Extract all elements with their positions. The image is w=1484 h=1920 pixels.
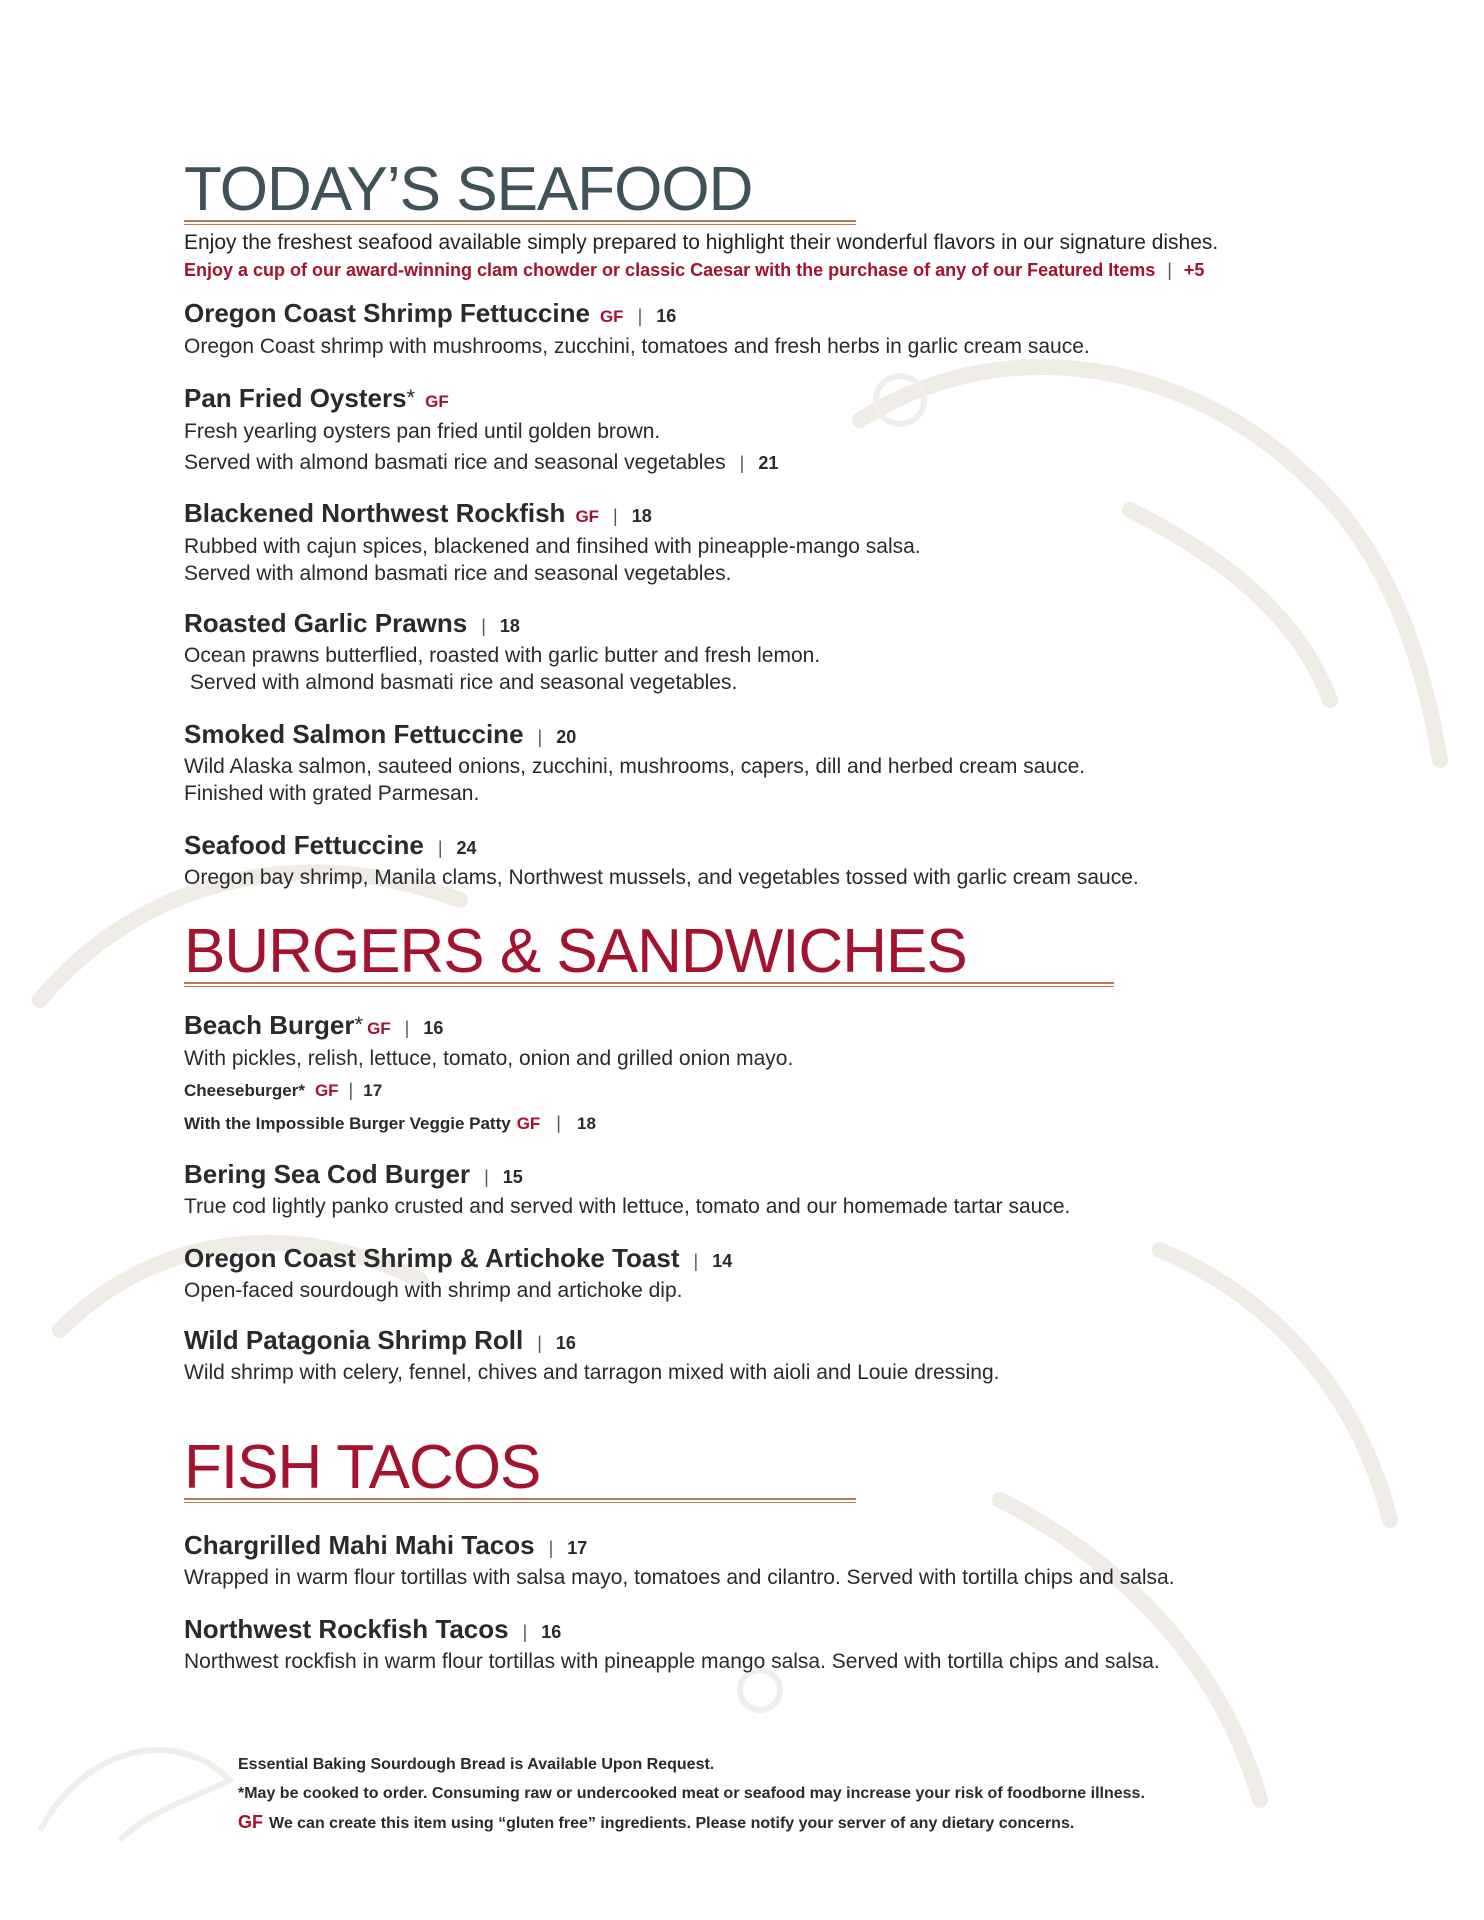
burgers-heading xyxy=(184,917,1114,987)
divider: | xyxy=(548,1538,554,1558)
menu-item xyxy=(184,718,1218,807)
item-description-line2: Finished with grated Parmesan. xyxy=(184,782,480,805)
item-name: Chargrilled Mahi Mahi Tacos xyxy=(184,1530,535,1560)
item-description-line2: Served with almond basmati rice and seasonal vegetables. xyxy=(184,562,732,585)
item-description: Rubbed with cajun spices, blackened and finsihed with pineapple-mango salsa. xyxy=(184,535,921,558)
divider: | xyxy=(613,506,618,526)
gf-badge: GF xyxy=(575,507,600,526)
divider: | xyxy=(437,838,443,858)
menu-item xyxy=(184,382,1218,477)
menu-footnotes xyxy=(238,1750,1145,1838)
menu-item xyxy=(184,297,1218,360)
item-name: Oregon Coast Shrimp Fettuccine xyxy=(184,298,590,328)
item-description: True cod lightly panko crusted and served with lettuce, tomato and our homemade tartar sauce. xyxy=(184,1195,1071,1218)
variant-name: With the Impossible Burger Veggie Patty xyxy=(184,1114,511,1133)
item-price: 16 xyxy=(656,306,677,326)
item-name: Northwest Rockfish Tacos xyxy=(184,1614,509,1644)
item-serving: Served with almond basmati rice and seasonal vegetables xyxy=(184,451,726,474)
item-name: Beach Burger xyxy=(184,1010,355,1040)
item-description: Wild shrimp with celery, fennel, chives and tarragon mixed with aioli and Louie dressing. xyxy=(184,1361,1000,1384)
item-name: Blackened Northwest Rockfish xyxy=(184,498,566,528)
divider: | xyxy=(481,616,486,636)
item-description: Oregon bay shrimp, Manila clams, Northwest mussels, and vegetables tossed with garlic cream sauce. xyxy=(184,866,1139,889)
item-price: 20 xyxy=(556,727,577,747)
divider: | xyxy=(1167,260,1172,280)
variant-name: Cheeseburger* xyxy=(184,1081,305,1100)
item-name: Roasted Garlic Prawns xyxy=(184,608,468,638)
cooked-to-order-star: * xyxy=(354,1012,364,1037)
menu-item xyxy=(184,1613,1175,1675)
foodborne-warning: *May be cooked to order. Consuming raw or undercooked meat or seafood may increase your risk of foodborne illness. xyxy=(238,1785,1145,1802)
menu-item xyxy=(184,1009,1114,1140)
menu-item xyxy=(184,1242,1114,1304)
divider: | xyxy=(739,453,745,473)
taco-items xyxy=(184,1529,1175,1675)
item-name: Oregon Coast Shrimp & Artichoke Toast xyxy=(184,1243,680,1273)
menu-item xyxy=(184,607,1218,696)
item-description: Fresh yearling oysters pan fried until golden brown. xyxy=(184,420,661,443)
item-price: 24 xyxy=(456,838,477,858)
item-price: 18 xyxy=(631,506,652,526)
tacos-title: FISH TACOS xyxy=(184,1433,541,1502)
variant-price: 18 xyxy=(576,1114,596,1133)
divider: | xyxy=(537,1333,542,1353)
item-description: Oregon Coast shrimp with mushrooms, zucchini, tomatoes and fresh herbs in garlic cream sauce. xyxy=(184,335,1090,358)
burgers-section xyxy=(184,917,1114,1386)
item-price: 15 xyxy=(502,1167,523,1187)
gf-badge: GF xyxy=(367,1019,391,1038)
seafood-heading xyxy=(184,155,856,225)
item-description: Ocean prawns butterflied, roasted with garlic butter and fresh lemon. xyxy=(184,644,821,667)
variant-price: 17 xyxy=(363,1081,383,1100)
promo-price: +5 xyxy=(1183,260,1205,280)
item-variant xyxy=(184,1107,1114,1140)
item-name: Pan Fried Oysters xyxy=(184,383,407,413)
gf-note xyxy=(238,1808,1145,1838)
item-name: Bering Sea Cod Burger xyxy=(184,1159,471,1189)
menu-item xyxy=(184,1529,1175,1591)
menu-item xyxy=(184,497,1218,587)
divider: | xyxy=(484,1167,489,1187)
menu-item xyxy=(184,1158,1114,1220)
tacos-section xyxy=(184,1433,1175,1675)
divider: | xyxy=(637,306,643,326)
item-name: Wild Patagonia Shrimp Roll xyxy=(184,1325,524,1355)
divider: | xyxy=(556,1113,561,1133)
divider: | xyxy=(693,1251,699,1271)
item-description: Northwest rockfish in warm flour tortillas with pineapple mango salsa. Served with tortilla chips and salsa. xyxy=(184,1650,1160,1673)
item-variant xyxy=(184,1074,1114,1107)
gf-badge: GF xyxy=(314,1081,339,1100)
gf-badge: GF xyxy=(599,307,624,326)
menu-item xyxy=(184,1324,1114,1386)
seafood-section xyxy=(184,155,1219,891)
item-description: With pickles, relish, lettuce, tomato, onion and grilled onion mayo. xyxy=(184,1047,794,1070)
cooked-to-order-star: * xyxy=(406,385,416,410)
item-description: Wild Alaska salmon, sauteed onions, zucchini, mushrooms, capers, dill and herbed cream sauce. xyxy=(184,755,1086,778)
item-description: Open-faced sourdough with shrimp and artichoke dip. xyxy=(184,1279,683,1302)
item-description: Wrapped in warm flour tortillas with salsa mayo, tomatoes and cilantro. Served with tortilla chips and salsa. xyxy=(184,1566,1175,1589)
burger-items xyxy=(184,1009,1114,1386)
item-name: Seafood Fettuccine xyxy=(184,830,424,860)
seafood-promo xyxy=(184,257,1218,283)
item-name: Smoked Salmon Fettuccine xyxy=(184,719,524,749)
gf-badge: GF xyxy=(425,392,449,411)
tacos-heading xyxy=(184,1433,856,1503)
promo-text: Enjoy a cup of our award-winning clam chowder or classic Caesar with the purchase of any of our Featured Items xyxy=(184,260,1156,280)
gf-badge: GF xyxy=(516,1114,541,1133)
menu-item xyxy=(184,829,1218,891)
burgers-title: BURGERS & SANDWICHES xyxy=(184,917,967,986)
seafood-intro: Enjoy the freshest seafood available simply prepared to highlight their wonderful flavors in our signature dishes. xyxy=(184,231,1219,254)
item-price: 16 xyxy=(541,1622,562,1642)
item-price: 16 xyxy=(423,1018,444,1038)
item-description-line2 xyxy=(184,449,1218,477)
divider: | xyxy=(522,1622,528,1642)
item-price: 18 xyxy=(499,616,520,636)
divider: | xyxy=(348,1080,354,1100)
gf-note-text: We can create this item using “gluten free” ingredients. Please notify your server of any dietary concerns. xyxy=(269,1815,1075,1832)
seafood-title: TODAY’S SEAFOOD xyxy=(184,155,753,224)
item-price: 17 xyxy=(567,1538,588,1558)
bread-note: Essential Baking Sourdough Bread is Available Upon Request. xyxy=(238,1756,715,1773)
seafood-items xyxy=(184,297,1218,891)
item-price: 16 xyxy=(555,1333,576,1353)
gf-badge: GF xyxy=(238,1812,263,1832)
divider: | xyxy=(537,727,543,747)
divider: | xyxy=(404,1018,410,1038)
item-price: 14 xyxy=(712,1251,733,1271)
item-price: 21 xyxy=(758,453,779,473)
item-description-line2: Served with almond basmati rice and seasonal vegetables. xyxy=(184,671,738,694)
